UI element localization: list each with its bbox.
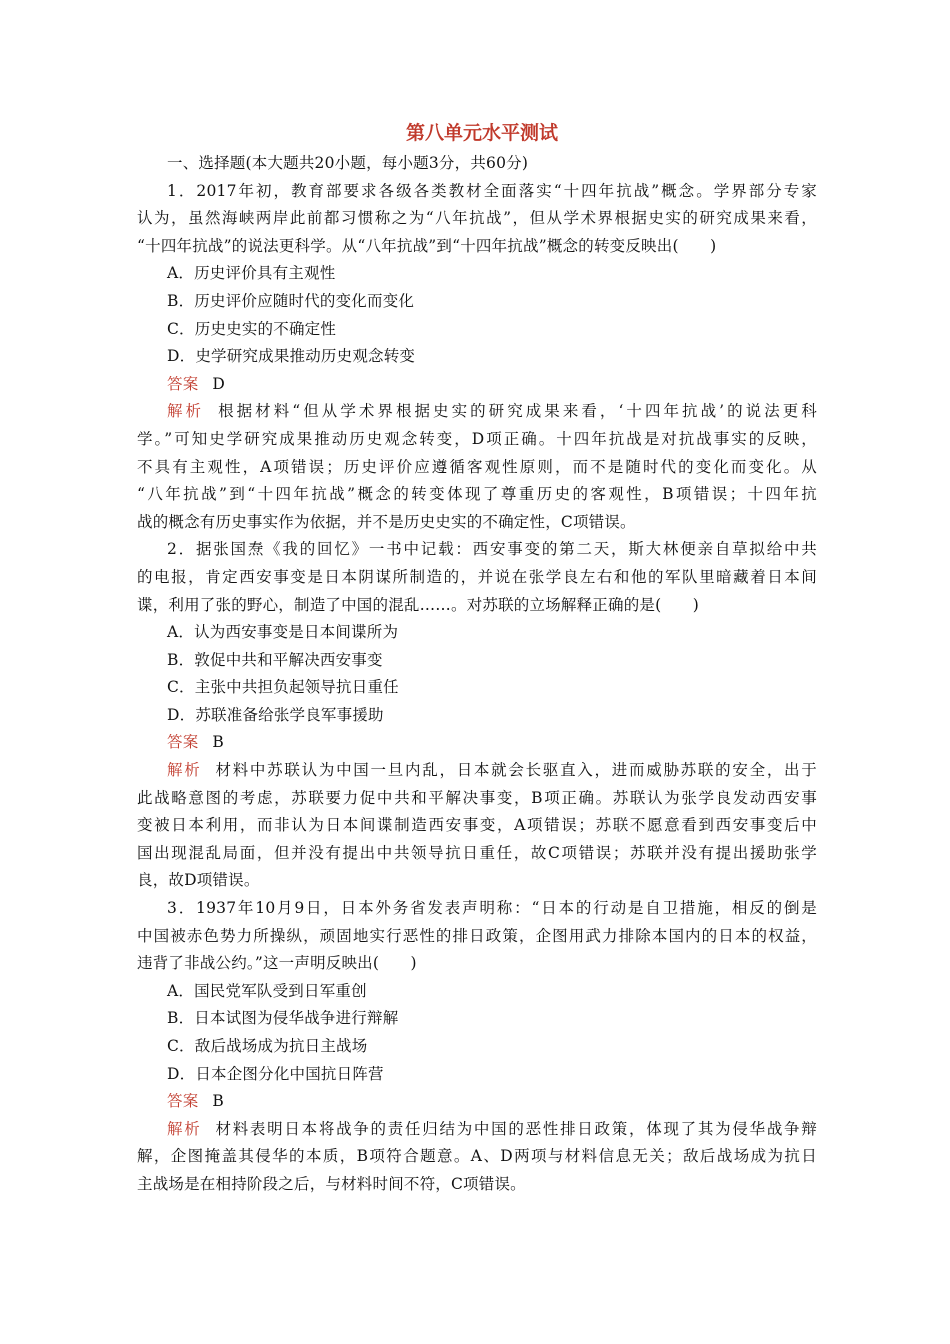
analysis-line	[137, 398, 817, 426]
page-title: 第八单元水平测试	[405, 122, 558, 144]
analysis-line: 变被日本利用，而非认为日本间谍制造西安事变，A项错误；苏联不愿意看到西安事变后中	[137, 816, 817, 835]
analysis-line: 此战略意图的考虑，苏联要力促中共和平解决事变，B项正确。苏联认为张学良发动西安事	[137, 788, 817, 807]
option-a: A．国民党军队受到日军重创	[167, 981, 367, 1000]
analysis-text: 材料表明日本将战争的责任归结为中国的恶性排日政策，体现了其为侵华战争辩	[215, 1119, 817, 1138]
question-stem-line: 1．2017年初，教育部要求各级各类教材全面落实“十四年抗战”概念。学界部分专家	[167, 181, 817, 200]
option-c: C．主张中共担负起领导抗日重任	[167, 678, 399, 697]
analysis-label: 解析	[167, 1119, 202, 1138]
analysis-text: 材料中苏联认为中国一旦内乱，日本就会长驱直入，进而威胁苏联的安全，出于	[215, 761, 817, 780]
answer-label: 答案	[167, 1092, 199, 1111]
analysis-label: 解析	[167, 402, 205, 421]
question-stem-line: “十四年抗战”的说法更科学。从“八年抗战”到“十四年抗战”概念的转变反映出( )	[137, 236, 717, 255]
question-stem-line: 2．据张国焘《我的回忆》一书中记载：西安事变的第二天，斯大林便亲自草拟给中共	[167, 540, 817, 559]
analysis-line: 学。”可知史学研究成果推动历史观念转变，D项正确。十四年抗战是对抗战事实的反映，	[137, 429, 817, 448]
question-3	[137, 895, 817, 1199]
answer-label: 答案	[167, 733, 199, 752]
question-stem-line: 违背了非战公约。”这一声明反映出( )	[137, 954, 417, 973]
analysis-line: 不具有主观性，A项错误；历史评价应遵循客观性原则，而不是随时代的变化而变化。从	[137, 457, 817, 476]
question-stem-line: 的电报，肯定西安事变是日本阴谋所制造的，并说在张学良左右和他的军队里暗藏着日本间	[137, 567, 817, 586]
question-stem-line: 认为，虽然海峡两岸此前都习惯称之为“八年抗战”，但从学术界根据史实的研究成果来看，	[137, 209, 817, 228]
analysis-label: 解析	[167, 761, 202, 780]
answer-value: B	[212, 733, 224, 752]
option-a: A．历史评价具有主观性	[167, 264, 336, 283]
question-stem-line: 谍，利用了张的野心，制造了中国的混乱……。对苏联的立场解释正确的是( )	[137, 595, 699, 614]
analysis-line: 良，故D项错误。	[137, 871, 260, 890]
option-b: B．历史评价应随时代的变化而变化	[167, 291, 415, 310]
analysis-text: 根据材料“但从学术界根据史实的研究成果来看，‘十四年抗战’的说法更科	[218, 402, 817, 421]
analysis-line: 解，企图掩盖其侵华的本质，B项符合题意。A、D两项与材料信息无关；敌后战场成为抗日	[137, 1147, 817, 1166]
question-2	[137, 536, 817, 895]
analysis-line: “八年抗战”到“十四年抗战”概念的转变体现了尊重历史的客观性，B项错误；十四年抗	[137, 485, 817, 504]
option-b: B．敦促中共和平解决西安事变	[167, 650, 383, 669]
question-stem-line: 中国被赤色势力所操纵，顽固地实行恶性的排日政策，企图用武力排除本国内的日本的权益，	[137, 926, 817, 945]
answer-line	[137, 729, 817, 757]
answer-line	[137, 371, 817, 399]
analysis-line: 主战场是在相持阶段之后，与材料时间不符，C项错误。	[137, 1174, 526, 1193]
document-page	[137, 116, 817, 1199]
analysis-line: 国出现混乱局面，但并没有提出中共领导抗日重任，故C项错误；苏联并没有提出援助张学	[137, 843, 817, 862]
section-heading: 一、选择题(本大题共20小题，每小题3分，共60分)	[167, 154, 529, 172]
answer-value: B	[212, 1092, 224, 1111]
option-b: B．日本试图为侵华战争进行辩解	[167, 1009, 399, 1028]
question-stem-line: 3．1937年10月9日，日本外务省发表声明称：“日本的行动是自卫措施，相反的倒是	[167, 899, 817, 918]
option-d: D．史学研究成果推动历史观念转变	[167, 347, 416, 366]
option-c: C．敌后战场成为抗日主战场	[167, 1037, 368, 1055]
option-a: A．认为西安事变是日本间谍所为	[167, 623, 399, 642]
analysis-line	[137, 757, 817, 785]
option-d: D．苏联准备给张学良军事援助	[167, 705, 384, 724]
analysis-line	[137, 1116, 817, 1144]
answer-line	[137, 1088, 817, 1116]
analysis-line: 战的概念有历史事实作为依据，并不是历史史实的不确定性，C项错误。	[137, 512, 636, 531]
option-c: C．历史史实的不确定性	[167, 319, 337, 338]
answer-value: D	[212, 374, 226, 393]
question-1	[137, 178, 817, 537]
answer-label: 答案	[167, 374, 199, 393]
option-d: D．日本企图分化中国抗日阵营	[167, 1064, 384, 1083]
